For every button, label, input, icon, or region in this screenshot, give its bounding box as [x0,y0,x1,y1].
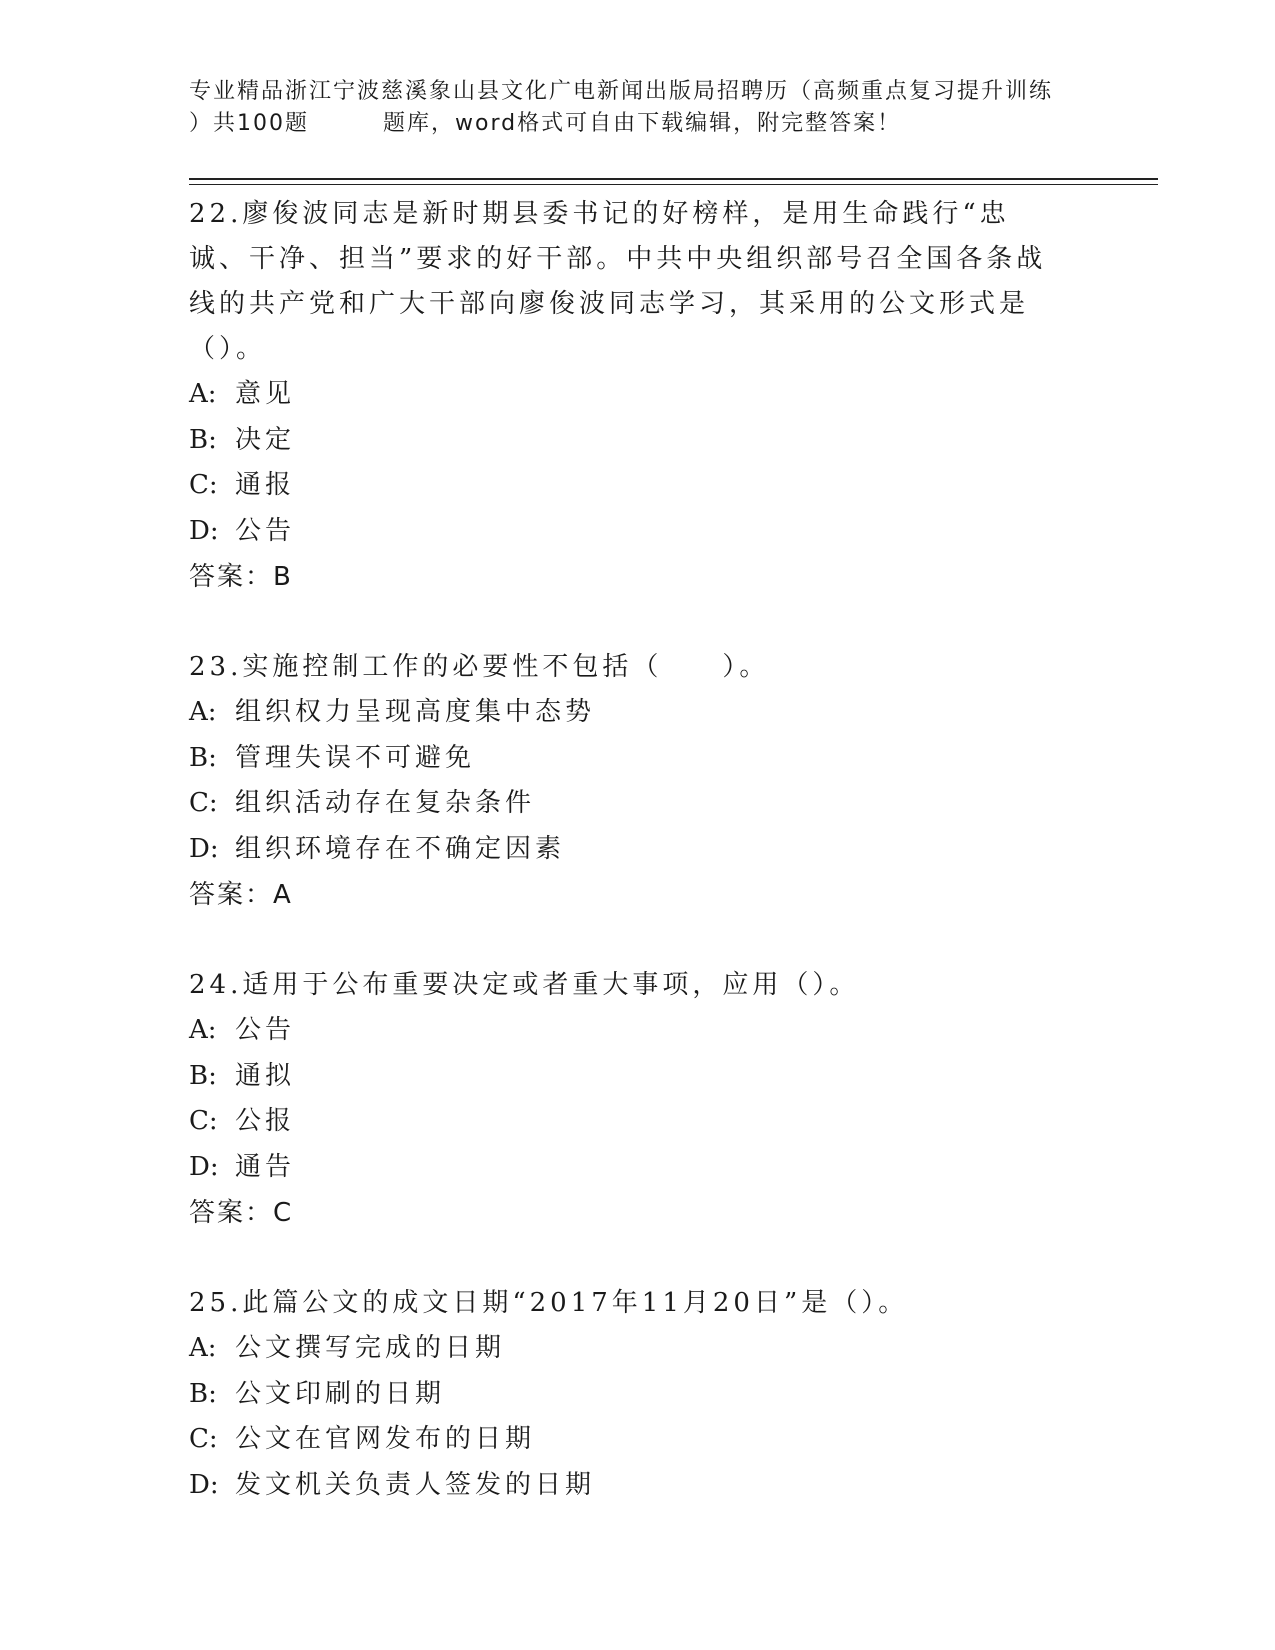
header-title-line2 [189,108,1089,140]
option-letter: C: [189,1106,218,1136]
option-letter: A: [189,697,217,727]
question-25 [189,1281,1109,1508]
option-text: 组织环境存在不确定因素 [235,833,566,864]
option-letter: C: [189,1424,218,1454]
question-stem: 25.此篇公文的成文日期“2017年11月20日”是（）。 [189,1288,909,1318]
option-text: 公告 [235,515,296,546]
answer-line: 答案：B [189,562,293,592]
header-count: ）共100题 [189,111,309,136]
option-c [189,1417,1109,1463]
option-letter: A: [189,1333,217,1363]
option-text: 组织权力呈现高度集中态势 [235,697,596,727]
option-letter: D: [189,1469,219,1500]
option-b [189,736,1109,782]
option-d [189,1145,1109,1191]
option-letter: D: [189,833,219,864]
option-letter: A: [189,1015,217,1045]
option-text: 公文在官网发布的日期 [235,1424,536,1454]
option-text: 通拟 [235,1060,296,1091]
option-text: 公文印刷的日期 [235,1378,446,1409]
header-description: 题库，word格式可自由下载编辑，附完整答案！ [383,111,902,136]
question-stem: 22.廖俊波同志是新时期县委书记的好榜样，是用生命践行“忠诚、干净、担当”要求的好干部。中共中央组织部号召全国各条战线的共产党和广大干部向廖俊波同志学习，其采用的公文形式是（）。 [189,199,1047,364]
option-letter: B: [189,742,217,773]
option-letter: A: [189,379,217,409]
question-24 [189,963,1109,1236]
option-text: 通报 [235,470,296,500]
option-letter: C: [189,788,218,818]
option-b [189,418,1109,464]
option-b [189,1054,1109,1100]
option-text: 公告 [235,1015,296,1045]
document-header [189,76,1089,140]
option-a [189,1008,1109,1054]
option-text: 管理失误不可避免 [235,742,476,773]
option-letter: B: [189,424,217,455]
header-title-line1: 专业精品浙江宁波慈溪象山县文化广电新闻出版局招聘历（高频重点复习提升训练 [189,79,1054,104]
option-c [189,463,1109,509]
option-a [189,1326,1109,1372]
option-text: 组织活动存在复杂条件 [235,788,536,818]
option-text: 发文机关负责人签发的日期 [235,1469,596,1500]
option-text: 决定 [235,424,296,455]
option-a [189,690,1109,736]
option-c [189,1099,1109,1145]
option-letter: B: [189,1378,217,1409]
option-text: 通告 [235,1151,296,1182]
option-d [189,509,1109,555]
option-d [189,1463,1109,1509]
option-b [189,1372,1109,1418]
option-letter: C: [189,470,218,500]
option-text: 公文撰写完成的日期 [235,1333,506,1363]
option-text: 公报 [235,1106,296,1136]
option-letter: D: [189,1151,219,1182]
answer-line: 答案：C [189,1198,294,1228]
option-a [189,372,1109,418]
question-23 [189,645,1109,918]
question-stem: 24.适用于公布重要决定或者重大事项，应用（）。 [189,970,860,1000]
question-22 [189,192,1109,600]
question-stem: 23.实施控制工作的必要性不包括（ ）。 [189,652,770,682]
header-divider-thin [189,184,1158,185]
option-text: 意见 [235,379,296,409]
option-d [189,827,1109,873]
option-letter: B: [189,1060,217,1091]
question-list [189,192,1109,1508]
header-divider-thick [189,178,1158,180]
option-c [189,781,1109,827]
answer-line: 答案：A [189,880,293,910]
option-letter: D: [189,515,219,546]
